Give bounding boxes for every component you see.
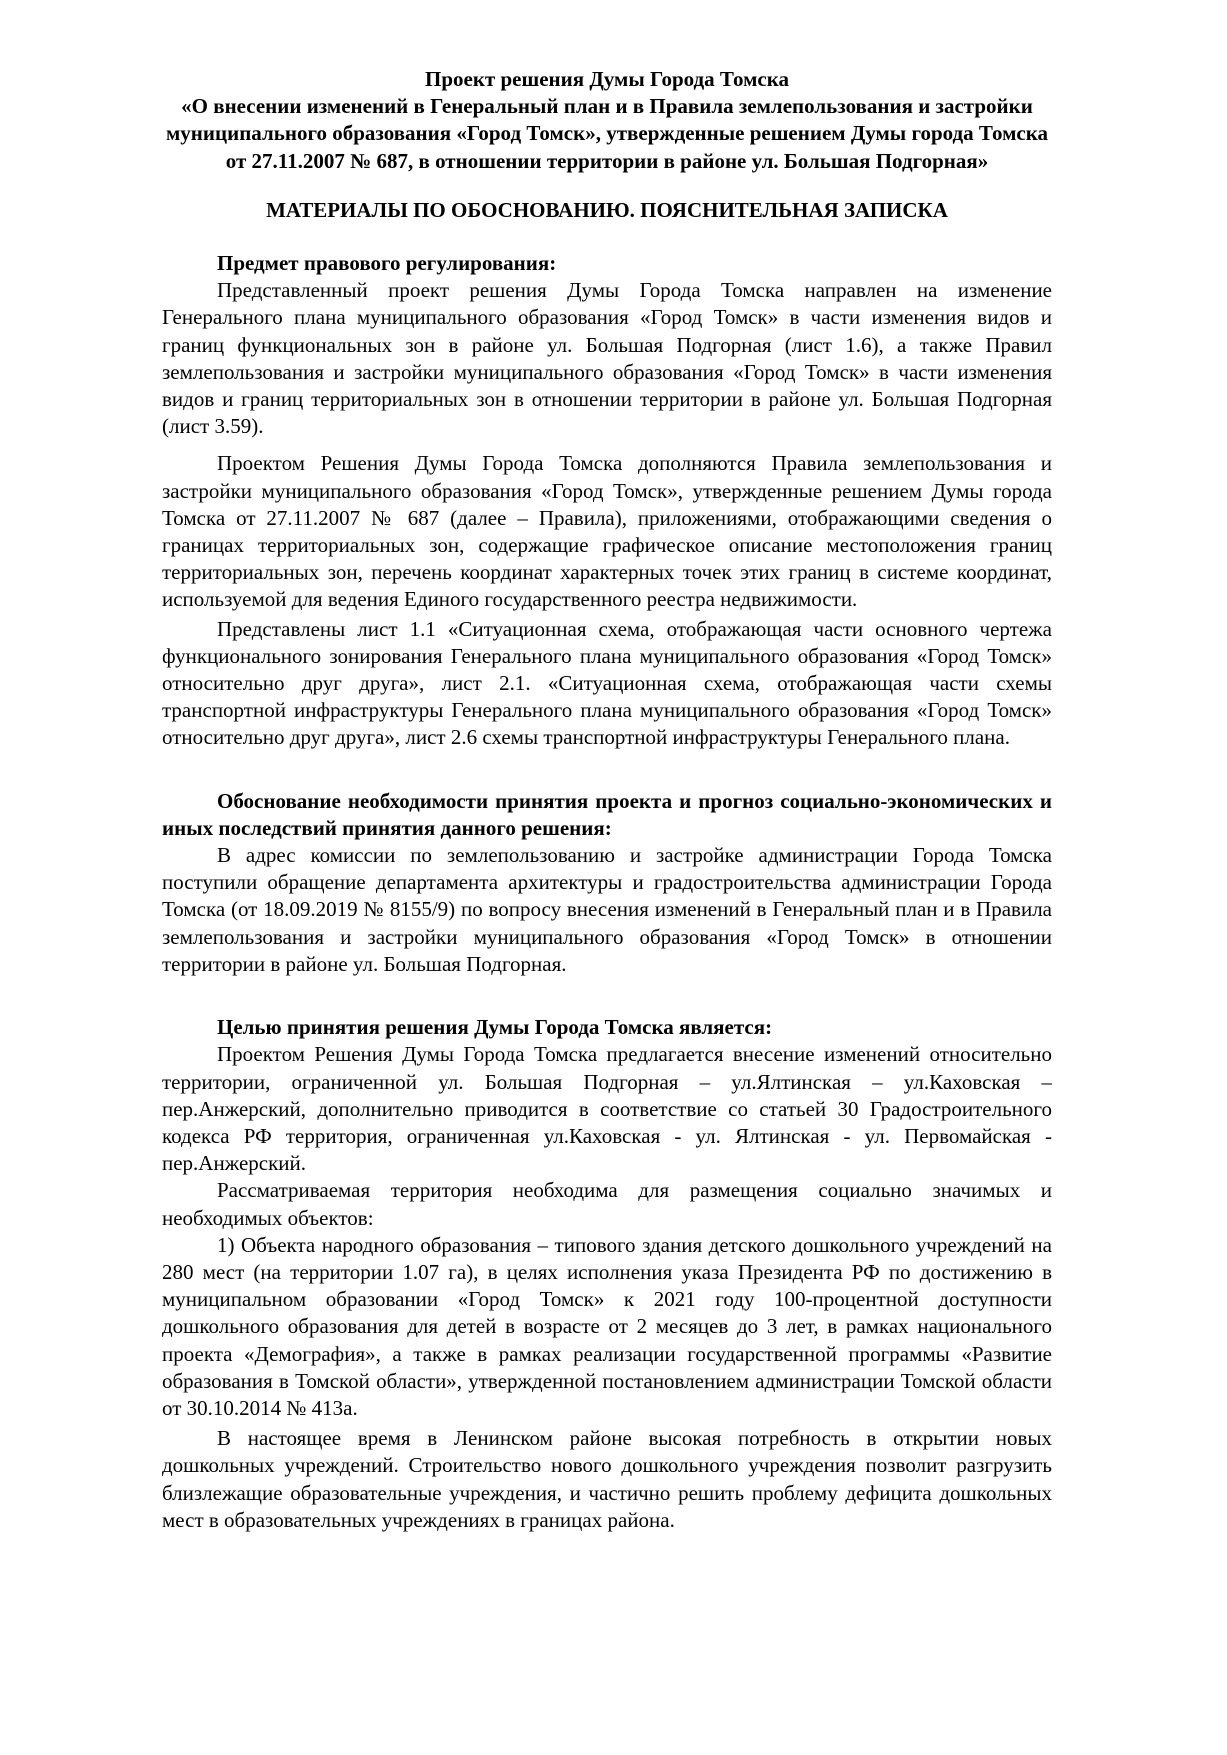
paragraph: Проектом Решения Думы Города Томска предлагается внесение изменений относительно территории, ограниченной ул. Большая Подгорная – ул.Ялтинская – ул.Каховская – пер.Анжерский, дополнительно приводится в соответствие со статьей 30 Градостроительного кодекса РФ территория, ограниченная ул.Каховская - ул. Ялтинская - ул. Первомайская - пер.Анжерский. <box>162 1042 1052 1176</box>
document-title: Проект решения Думы Города Томска <box>424 67 789 91</box>
paragraph: В настоящее время в Ленинском районе высокая потребность в открытии новых дошкольных учреждений. Строительство нового дошкольного учреждения позволит разгрузить близлежащие образовательные учреждения, и частично решить проблему дефицита дошкольных мест в образовательных учреждениях в границах района. <box>162 1426 1052 1532</box>
paragraph: Проектом Решения Думы Города Томска дополняются Правила землепользования и застройки муниципального образования «Город Томск», утвержденные решением Думы города Томска от 27.11.2007 № 687 (далее – Правила), приложениями, отображающими сведения о границах территориальных зон, содержащие графическое описание местоположения границ территориальных зон, перечень координат характерных точек этих границ в системе координат, используемой для ведения Единого государственного реестра недвижимости. <box>162 451 1052 612</box>
heading-subject: Предмет правового регулирования: <box>217 251 557 276</box>
paragraph: В адрес комиссии по землепользованию и застройке администрации Города Томска поступили обращение департамента архитектуры и градостроительства администрации Города Томска (от 18.09.2019 № 8155/9) по вопросу внесения изменений в Генеральный план и в Правила землепользования и застройки муниципального образования «Город Томск» в отношении территории в районе ул. Большая Подгорная. <box>162 843 1052 976</box>
paragraph: Представлены лист 1.1 «Ситуационная схема, отображающая части основного чертежа функционального зонирования Генерального плана муниципального образования «Город Томск» относительно друг друга», лист 2.1. «Ситуационная схема, отображающая части схемы транспортной инфраструктуры Генерального плана муниципального образования «Город Томск» относительно друг друга», лист 2.6 схемы транспортной инфраструктуры Генерального плана. <box>162 616 1052 750</box>
paragraph: Представленный проект решения Думы Города Томска направлен на изменение Генерального плана муниципального образования «Город Томск» в части изменения видов и границ функциональных зон в районе ул. Большая Подгорная (лист 1.6), а также Правил землепользования и застройки муниципального образования «Город Томск» в части изменения видов и границ территориальных зон в отношении территории в районе ул. Большая Подгорная (лист 3.59). <box>162 278 1052 439</box>
heading-justification: Обоснование необходимости принятия проекта и прогноз социально-экономических и иных последствий принятия данного решения: <box>162 788 1052 840</box>
section-title: МАТЕРИАЛЫ ПО ОБОСНОВАНИЮ. ПОЯСНИТЕЛЬНАЯ ЗАПИСКА <box>266 197 948 222</box>
document-subtitle: «О внесении изменений в Генеральный план и в Правила землепользования и застройки муниципального образования «Город Томск», утвержденные решением Думы города Томска от 27.11.2007 № 687, в отношении территории в районе ул. Большая Подгорная» <box>166 94 1048 173</box>
paragraph: 1) Объекта народного образования – типового здания детского дошкольного учреждений на 280 мест (на территории 1.07 га), в целях исполнения указа Президента РФ по достижению в муниципальном образовании «Город Томск» к 2021 году 100-процентной доступности дошкольного образования для детей в возрасте от 2 месяцев до 3 лет, в рамках национального проекта «Демография», а также в рамках реализации государственной программы «Развитие образования в Томской области», утвержденной постановлением администрации Томской области от 30.10.2014 № 413а. <box>162 1232 1052 1420</box>
document-page <box>162 66 1052 1534</box>
paragraph: Рассматриваемая территория необходима для размещения социально значимых и необходимых объектов: <box>162 1178 1052 1230</box>
heading-goal: Целью принятия решения Думы Города Томска является: <box>217 1015 773 1040</box>
